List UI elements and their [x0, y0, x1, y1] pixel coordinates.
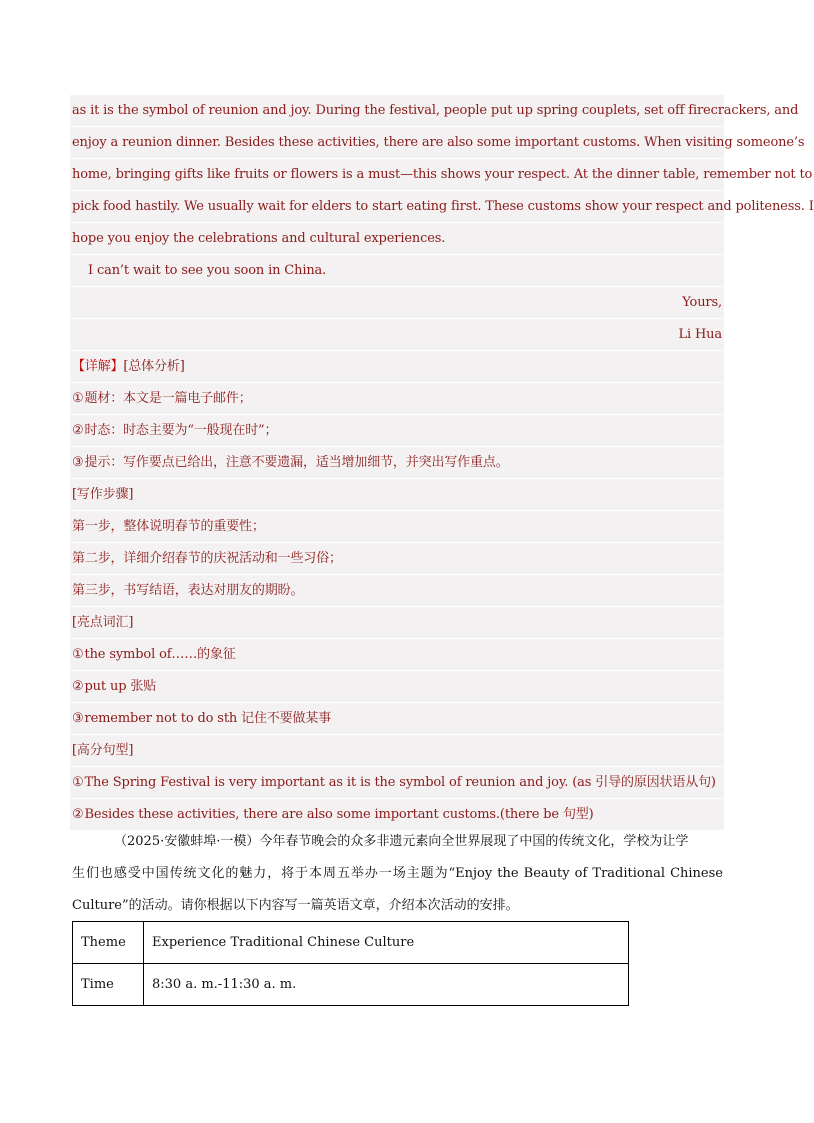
question-line-3: Culture”的活动。请你根据以下内容写一篇英语文章，介绍本次活动的安排。: [72, 898, 519, 913]
vocab-heading: [亮点词汇]: [70, 607, 724, 639]
sentence-item-1: [70, 767, 724, 799]
item-number: ③: [72, 711, 84, 726]
item-number: ②: [72, 807, 84, 822]
item-number: ①: [72, 647, 84, 662]
item-text: 时态：时态主要为“一般现在时”；: [84, 423, 278, 438]
closing-line: I can’t wait to see you soon in China.: [70, 255, 724, 287]
row-label: Time: [73, 964, 144, 1006]
item-number: ②: [72, 423, 84, 438]
writing-steps-heading: [写作步骤]: [70, 479, 724, 511]
question-prompt: [72, 826, 723, 922]
model-answer-block: [70, 95, 814, 831]
item-text: 题材：本文是一篇电子邮件；: [84, 391, 252, 406]
table-row: [73, 964, 629, 1006]
answer-line-1: as it is the symbol of reunion and joy. During the festival, people put up spring couplets, set off firecrackers, and: [70, 95, 724, 127]
question-line-1: （2025·安徽蚌埠·一模）今年春节晚会的众多非遗元素向全世界展现了中国的传统文化，学校为让学: [114, 834, 689, 849]
item-text: 提示：写作要点已给出，注意不要遗漏，适当增加细节，并突出写作重点。: [84, 455, 509, 470]
detail-label: 【详解】: [72, 359, 124, 374]
answer-line-5: hope you enjoy the celebrations and cultural experiences.: [70, 223, 724, 255]
writing-step-2: 第二步，详细介绍春节的庆祝活动和一些习俗；: [70, 543, 724, 575]
answer-line-2: enjoy a reunion dinner. Besides these activities, there are also some important customs. When visiting someone’s: [70, 127, 724, 159]
signature: Li Hua: [70, 319, 724, 351]
signoff: Yours,: [70, 287, 724, 319]
vocab-item-1: [70, 639, 724, 671]
item-text: remember not to do sth 记住不要做某事: [84, 711, 332, 726]
overall-analysis-heading: [总体分析]: [123, 359, 185, 374]
item-text: Besides these activities, there are also some important customs.(there be 句型): [84, 807, 594, 822]
item-text: put up 张贴: [84, 679, 157, 694]
writing-step-3: 第三步，书写结语，表达对朋友的期盼。: [70, 575, 724, 607]
writing-step-1: 第一步，整体说明春节的重要性；: [70, 511, 724, 543]
answer-line-4: pick food hastily. We usually wait for elders to start eating first. These customs show your respect and politeness. I: [70, 191, 724, 223]
overall-item-1: [70, 383, 724, 415]
table-row: [73, 922, 629, 964]
item-text: The Spring Festival is very important as it is the symbol of reunion and joy. (as 引导的原因状语从句): [84, 775, 716, 790]
row-label: Theme: [73, 922, 144, 964]
item-number: ③: [72, 455, 84, 470]
item-number: ①: [72, 775, 84, 790]
question-line-2: 生们也感受中国传统文化的魅力，将于本周五举办一场主题为“Enjoy the Beauty of Traditional Chinese: [72, 866, 723, 881]
analysis-heading: [70, 351, 724, 383]
activity-info-table: [72, 921, 629, 1006]
answer-line-3: home, bringing gifts like fruits or flowers is a must—this shows your respect. At the dinner table, remember not to: [70, 159, 724, 191]
overall-item-3: [70, 447, 724, 479]
row-value: 8:30 a. m.-11:30 a. m.: [144, 964, 629, 1006]
item-number: ①: [72, 391, 84, 406]
item-text: the symbol of……的象征: [84, 647, 236, 662]
sentences-heading: [高分句型]: [70, 735, 724, 767]
item-number: ②: [72, 679, 84, 694]
overall-item-2: [70, 415, 724, 447]
vocab-item-2: [70, 671, 724, 703]
vocab-item-3: [70, 703, 724, 735]
row-value: Experience Traditional Chinese Culture: [144, 922, 629, 964]
